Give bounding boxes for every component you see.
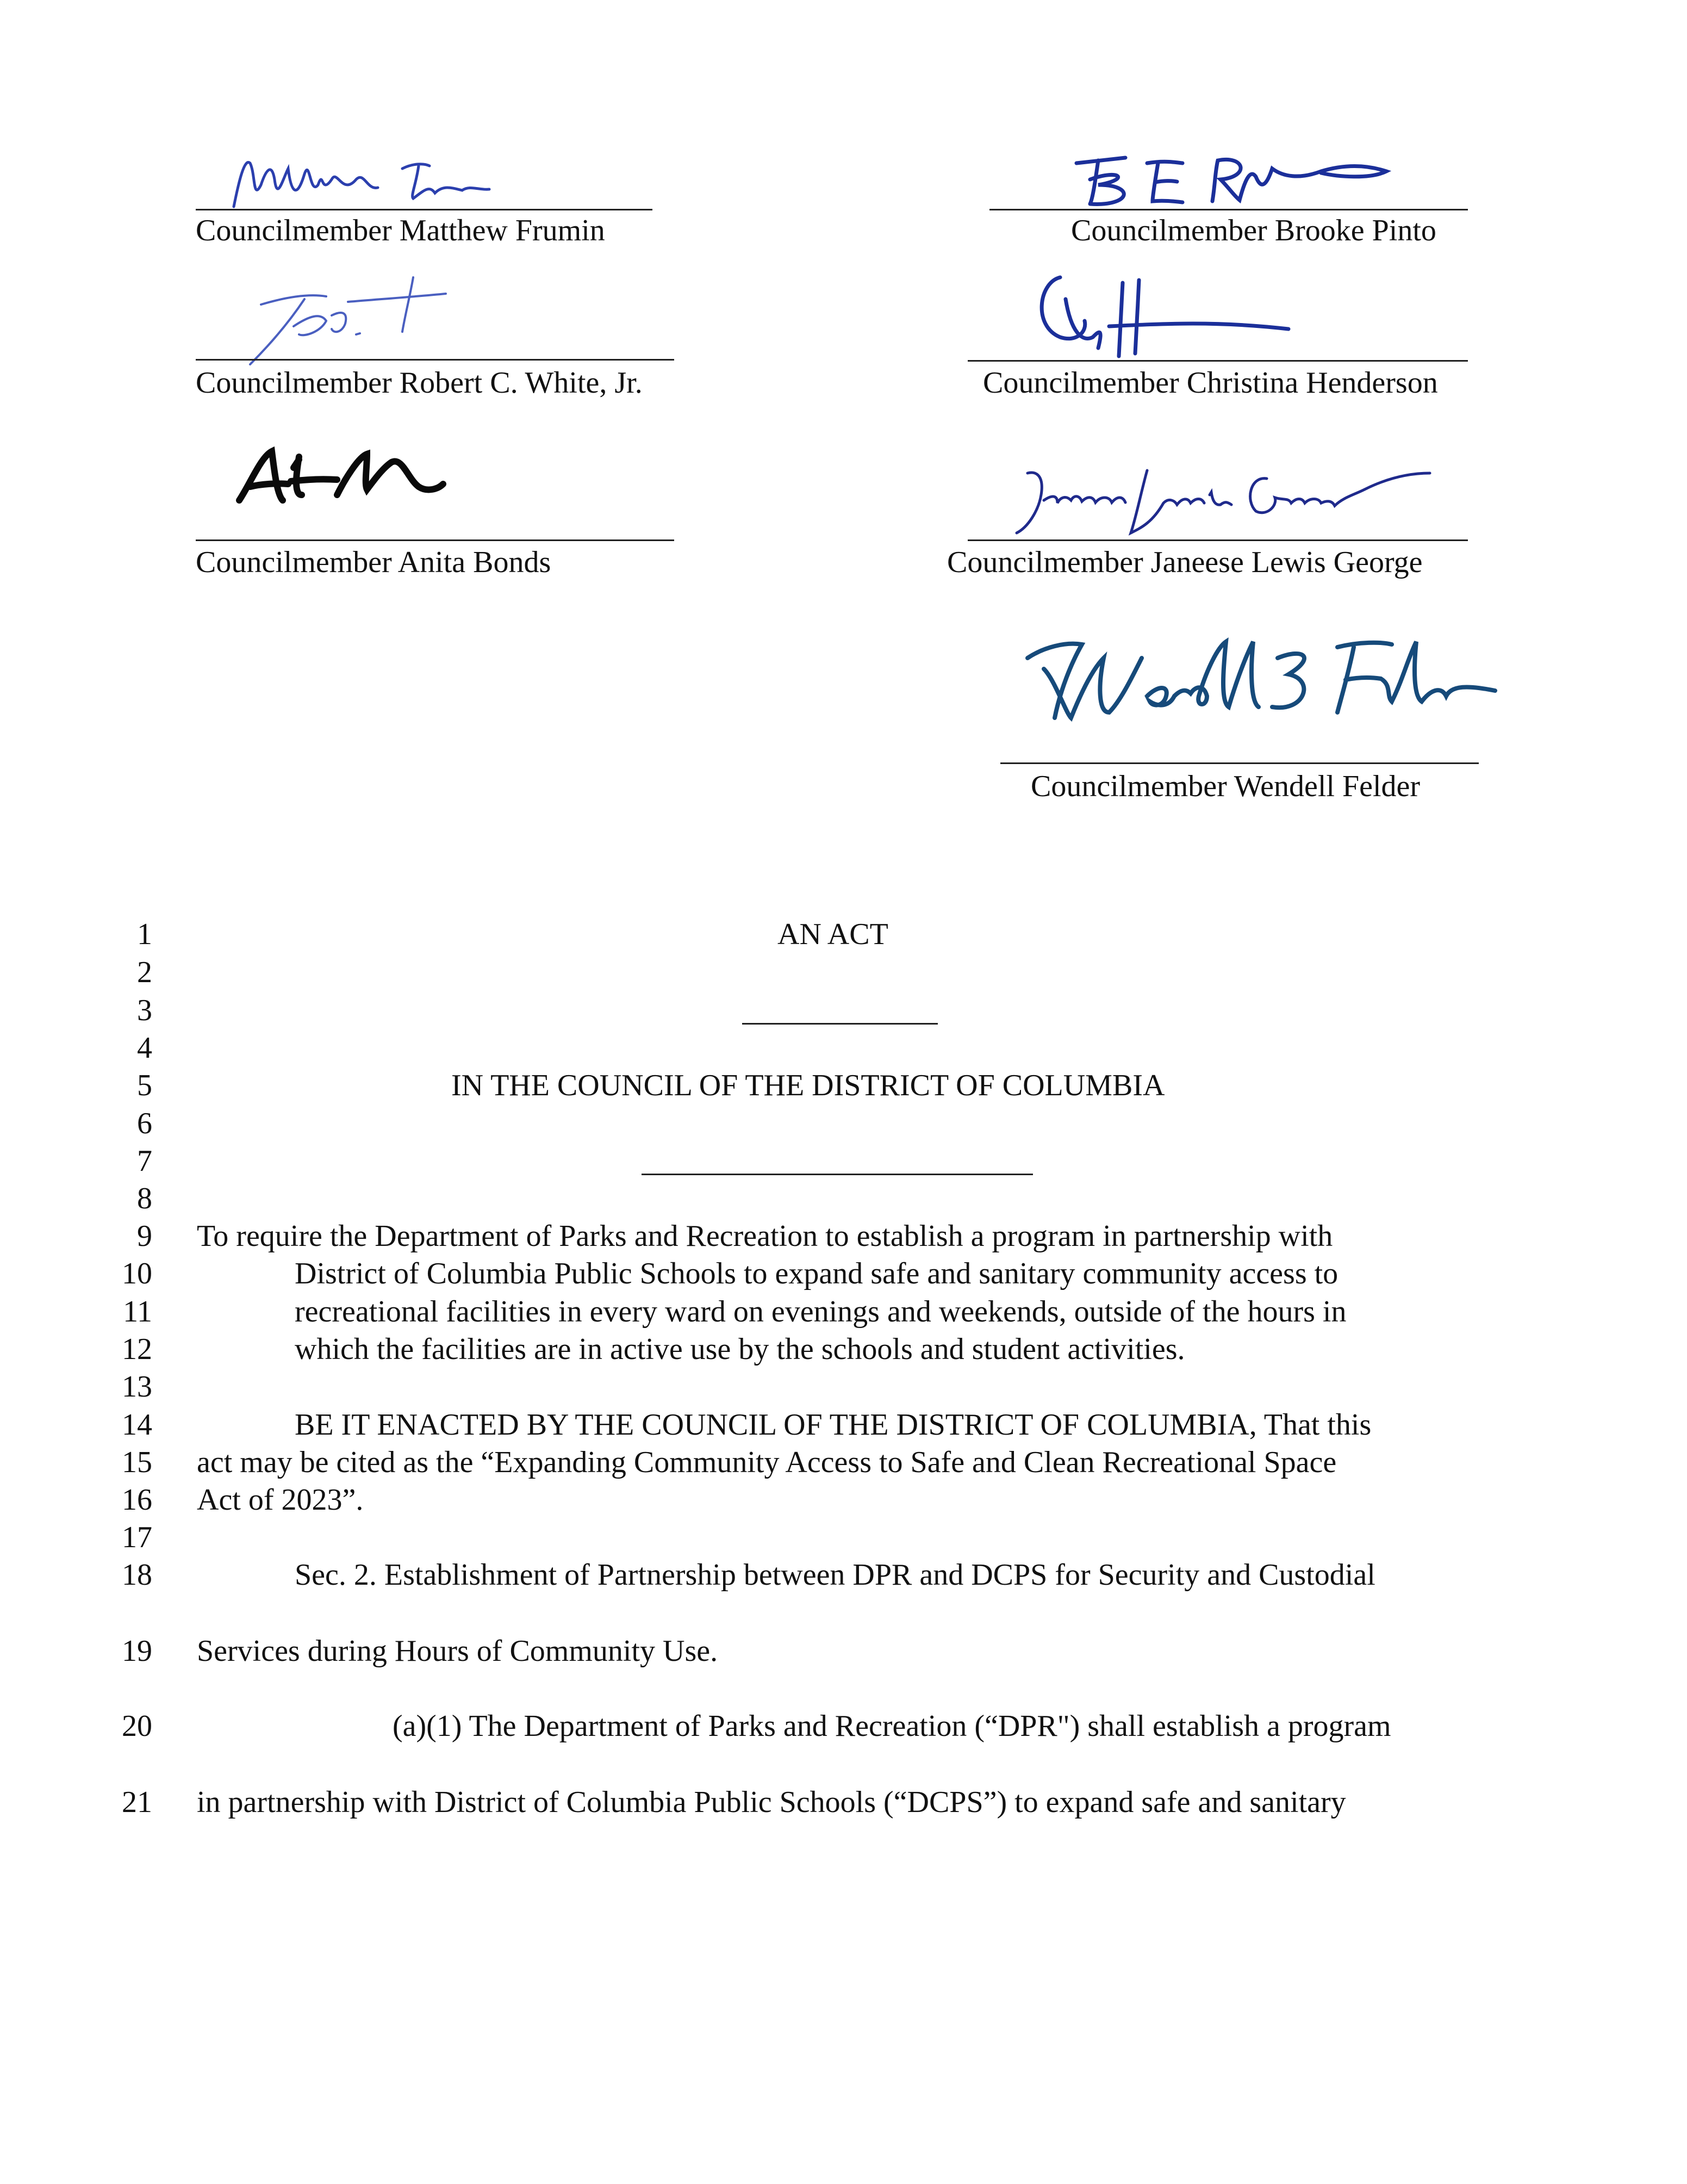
date-blank-rule (642, 1174, 1033, 1175)
line-number: 15 (122, 1445, 152, 1479)
line-number: 4 (137, 1031, 152, 1065)
signature-matthew-frumin (228, 147, 533, 218)
line-number: 13 (122, 1370, 152, 1404)
purpose-line: To require the Department of Parks and Recreation to establish a program in partnership with (197, 1219, 1333, 1253)
signatory-name: Councilmember Robert C. White, Jr. (196, 366, 643, 400)
enacting-clause-line: BE IT ENACTED BY THE COUNCIL OF THE DISTRICT OF COLUMBIA, That this (295, 1408, 1372, 1442)
line-number: 9 (137, 1219, 152, 1253)
line-number: 6 (137, 1107, 152, 1140)
line-number: 1 (137, 917, 152, 951)
signature-brooke-pinto (1066, 147, 1392, 212)
line-number: 21 (122, 1785, 152, 1819)
purpose-line: which the facilities are in active use by the schools and student activities. (295, 1332, 1185, 1366)
line-number: 16 (122, 1483, 152, 1517)
signature-wendell-felder (1011, 625, 1501, 734)
line-number: 5 (137, 1069, 152, 1102)
line-number: 2 (137, 955, 152, 989)
council-heading: IN THE COUNCIL OF THE DISTRICT OF COLUMBIA (451, 1069, 1165, 1102)
title-blank-rule (742, 1023, 938, 1025)
signature-christina-henderson (1028, 266, 1299, 359)
subsection-line: (a)(1) The Department of Parks and Recreation (“DPR") shall establish a program (393, 1709, 1391, 1743)
signatory-name: Councilmember Anita Bonds (196, 545, 551, 579)
signature-anita-bonds (228, 435, 500, 522)
signature-robert-white (239, 272, 468, 370)
line-number: 12 (122, 1332, 152, 1366)
enacting-clause-line: Act of 2023”. (197, 1483, 364, 1517)
line-number: 11 (123, 1295, 152, 1329)
line-number: 8 (137, 1182, 152, 1215)
line-number: 18 (122, 1558, 152, 1592)
subsection-line: in partnership with District of Columbia Public Schools (“DCPS”) to expand safe and sanitary (197, 1785, 1346, 1819)
act-heading: AN ACT (777, 917, 888, 951)
line-number: 10 (122, 1257, 152, 1290)
signatory-name: Councilmember Matthew Frumin (196, 214, 605, 247)
signature-janeese-lewis-george (1006, 457, 1441, 538)
line-number: 14 (122, 1408, 152, 1442)
signatory-name: Councilmember Christina Henderson (983, 366, 1438, 400)
enacting-clause-line: act may be cited as the “Expanding Community Access to Safe and Clean Recreational Space (197, 1445, 1337, 1479)
signatory-name: Councilmember Brooke Pinto (1071, 214, 1436, 247)
line-number: 3 (137, 994, 152, 1027)
signatory-name: Councilmember Janeese Lewis George (947, 545, 1423, 579)
purpose-line: District of Columbia Public Schools to expand safe and sanitary community access to (295, 1257, 1339, 1290)
line-number: 7 (137, 1144, 152, 1178)
signatory-name: Councilmember Wendell Felder (1031, 770, 1421, 803)
line-number: 17 (122, 1521, 152, 1554)
section-heading-line: Services during Hours of Community Use. (197, 1634, 718, 1668)
line-number: 19 (122, 1634, 152, 1668)
line-number: 20 (122, 1709, 152, 1743)
section-heading-line: Sec. 2. Establishment of Partnership between DPR and DCPS for Security and Custodial (295, 1558, 1375, 1592)
purpose-line: recreational facilities in every ward on evenings and weekends, outside of the hours in (295, 1295, 1347, 1329)
